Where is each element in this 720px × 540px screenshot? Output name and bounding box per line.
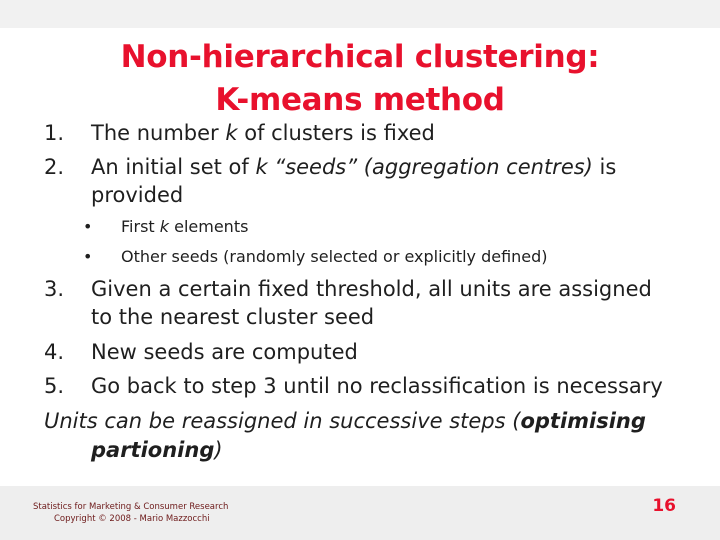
top-band bbox=[0, 0, 720, 28]
item-1-number: 1. bbox=[44, 121, 65, 145]
item-4-text: New seeds are computed bbox=[91, 340, 358, 364]
item-3-text: Given a certain fixed threshold, all units are assigned bbox=[91, 277, 652, 301]
item-2-text: An initial set of k “seeds” (aggregation centres) is bbox=[91, 155, 617, 179]
page-number: 16 bbox=[652, 496, 676, 516]
item-5-number: 5. bbox=[44, 374, 65, 398]
item-2-number: 2. bbox=[44, 155, 65, 179]
item-2-continuation: provided bbox=[91, 183, 184, 207]
footer-bar bbox=[0, 486, 720, 540]
item-3-continuation: to the nearest cluster seed bbox=[91, 305, 375, 329]
item-4-number: 4. bbox=[44, 340, 65, 364]
item-1-text: The number k of clusters is fixed bbox=[91, 121, 435, 145]
note-text: Units can be reassigned in successive steps (optimising bbox=[44, 409, 646, 433]
slide-title-line2: K-means method bbox=[215, 82, 505, 118]
subitem-2-bullet: • bbox=[83, 247, 93, 266]
footer-course: Statistics for Marketing & Consumer Research bbox=[33, 502, 229, 512]
subitem-1-text: First k elements bbox=[121, 217, 249, 236]
note-continuation: partioning) bbox=[91, 438, 223, 462]
slide-title-line1: Non-hierarchical clustering: bbox=[120, 39, 600, 75]
footer-copyright: Copyright © 2008 - Mario Mazzocchi bbox=[54, 514, 210, 524]
subitem-2-text: Other seeds (randomly selected or explicitly defined) bbox=[121, 247, 548, 266]
item-5-text: Go back to step 3 until no reclassification is necessary bbox=[91, 374, 663, 398]
item-3-number: 3. bbox=[44, 277, 65, 301]
subitem-1-bullet: • bbox=[83, 217, 93, 236]
